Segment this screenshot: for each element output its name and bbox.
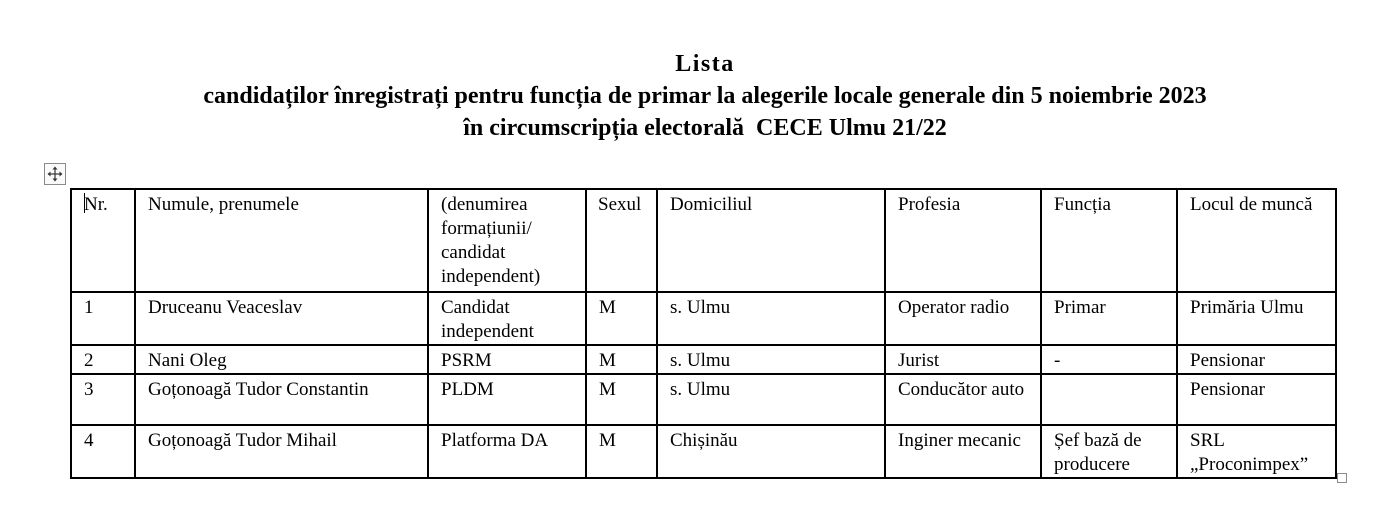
cell-workplace: SRL „Proconimpex”: [1177, 425, 1336, 478]
cell-nr: 3: [71, 374, 135, 425]
cell-party: PLDM: [428, 374, 586, 425]
cell-sex: M: [586, 425, 657, 478]
cell-profession: Operator radio: [885, 292, 1041, 345]
table-move-handle[interactable]: [44, 163, 66, 185]
cell-name: Goțonoagă Tudor Constantin: [135, 374, 428, 425]
cell-workplace: Primăria Ulmu: [1177, 292, 1336, 345]
cell-nr: 1: [71, 292, 135, 345]
cell-profession: Conducător auto: [885, 374, 1041, 425]
cell-function: Primar: [1041, 292, 1177, 345]
cell-name: Nani Oleg: [135, 345, 428, 374]
table-resize-handle[interactable]: [1337, 473, 1347, 483]
document-title: [0, 48, 1376, 144]
cell-sex: M: [586, 345, 657, 374]
cell-sex: M: [586, 292, 657, 345]
header-party: (denumirea formațiunii/ candidat independent): [428, 189, 586, 292]
cell-nr: 4: [71, 425, 135, 478]
table-row: [71, 292, 1336, 345]
cell-nr: 2: [71, 345, 135, 374]
cell-workplace: Pensionar: [1177, 374, 1336, 425]
header-profession: Profesia: [885, 189, 1041, 292]
table-row: [71, 374, 1336, 425]
cell-domicile: Chișinău: [657, 425, 885, 478]
title-line-2: candidaților înregistrați pentru funcția de primar la alegerile locale generale din 5 noiembrie 2023: [203, 83, 1207, 109]
cell-function: -: [1041, 345, 1177, 374]
cell-party: PSRM: [428, 345, 586, 374]
header-nr: Nr.: [71, 189, 135, 292]
title-line-3: în circumscripția electorală CECE Ulmu 21/22: [463, 115, 947, 141]
candidates-table: [70, 188, 1337, 479]
table-row: [71, 425, 1336, 478]
cell-party: Platforma DA: [428, 425, 586, 478]
cell-domicile: s. Ulmu: [657, 345, 885, 374]
cell-profession: Inginer mecanic: [885, 425, 1041, 478]
cell-sex: M: [586, 374, 657, 425]
cell-name: Goțonoagă Tudor Mihail: [135, 425, 428, 478]
cell-party: Candidat independent: [428, 292, 586, 345]
move-arrows-icon: [47, 166, 63, 182]
cell-function: Șef bază de producere: [1041, 425, 1177, 478]
header-function: Funcția: [1041, 189, 1177, 292]
cell-domicile: s. Ulmu: [657, 292, 885, 345]
header-workplace: Locul de muncă: [1177, 189, 1336, 292]
table-row: [71, 345, 1336, 374]
header-sex: Sexul: [586, 189, 657, 292]
cell-workplace: Pensionar: [1177, 345, 1336, 374]
cell-function: [1041, 374, 1177, 425]
header-name: Numule, prenumele: [135, 189, 428, 292]
title-line-1: Lista: [675, 51, 735, 77]
table-header-row: [71, 189, 1336, 292]
cell-profession: Jurist: [885, 345, 1041, 374]
cell-domicile: s. Ulmu: [657, 374, 885, 425]
header-domicile: Domiciliul: [657, 189, 885, 292]
cell-name: Druceanu Veaceslav: [135, 292, 428, 345]
